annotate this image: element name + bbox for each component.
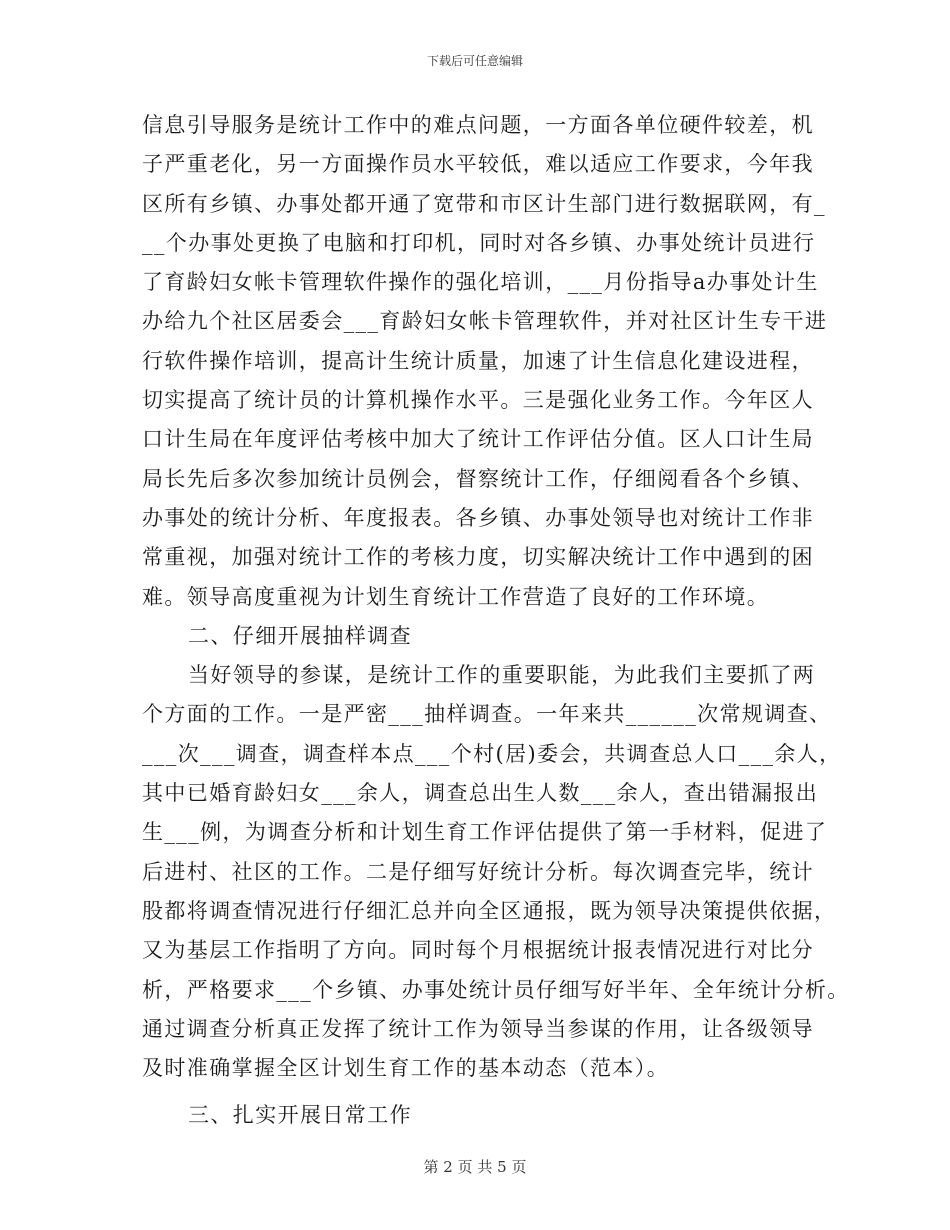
body-line: 其中已婚育龄妇女___余人，调查总出生人数___余人，查出错漏报出 (142, 781, 819, 806)
body-line: 股都将调查情况进行仔细汇总并向全区通报，既为领导决策提供依据， (142, 898, 837, 923)
body-line: 析，严格要求___个乡镇、办事处统计员仔细写好半年、全年统计分析。 (142, 977, 850, 1002)
body-line: 切实提高了统计员的计算机操作水平。三是强化业务工作。今年区人 (142, 388, 814, 413)
body-line: __个办事处更换了电脑和打印机，同时对各乡镇、办事处统计员进行 (142, 230, 816, 255)
body-line: 信息引导服务是统计工作中的难点问题，一方面各单位硬件较差，机 (142, 113, 814, 137)
body-line: 子严重老化，另一方面操作员水平较低，难以适应工作要求，今年我 (142, 152, 814, 177)
body-line: 通过调查分析真正发挥了统计工作为领导当参谋的作用，让各级领导 (142, 1016, 814, 1041)
body-line: 难。领导高度重视为计划生育统计工作营造了良好的工作环境。 (142, 584, 770, 609)
body-line: 办给九个社区居委会___育龄妇女帐卡管理软件，并对社区计生专干进 (142, 309, 828, 334)
body-line: 了育龄妇女帐卡管理软件操作的强化培训，___月份指导a办事处计生 (142, 270, 819, 295)
section-heading-2: 二、仔细开展抽样调查 (188, 623, 412, 648)
body-line: 又为基层工作指明了方向。同时每个月根据统计报表情况进行对比分 (142, 938, 814, 963)
document-body (142, 106, 850, 1136)
body-line: 后进村、社区的工作。二是仔细写好统计分析。每次调查完毕，统计 (142, 859, 814, 884)
body-line: 行软件操作培训，提高计生统计质量，加速了计生信息化建设进程， (142, 348, 814, 373)
body-line: 个方面的工作。一是严密___抽样调查。一年来共______次常规调查、 (142, 702, 832, 727)
page-number: 第 2 页 共 5 页 (423, 1158, 527, 1176)
body-line: 当好领导的参谋，是统计工作的重要职能，为此我们主要抓了两 (188, 663, 816, 688)
body-line: 口计生局在年度评估考核中加大了统计工作评估分值。区人口计生局 (142, 427, 814, 452)
body-line: 常重视，加强对统计工作的考核力度，切实解决统计工作中遇到的困 (142, 545, 814, 570)
body-line: 及时准确掌握全区计划生育工作的基本动态（范本）。 (142, 1056, 670, 1081)
section-heading-3: 三、扎实开展日常工作 (188, 1103, 412, 1128)
body-line: ___次___调查，调查样本点___个村(居)委会，共调查总人口___余人， (142, 741, 842, 766)
body-line: 区所有乡镇、办事处都开通了宽带和市区计生部门进行数据联网，有_ (142, 191, 826, 216)
body-line: 办事处的统计分析、年度报表。各乡镇、办事处领导也对统计工作非 (142, 505, 814, 530)
body-line: 局长先后多次参加统计员例会，督察统计工作，仔细阅看各个乡镇、 (142, 466, 814, 491)
body-line: 生___例，为调查分析和计划生育工作评估提供了第一手材料，促进了 (142, 820, 828, 845)
page-header-note: 下载后可任意编辑 (426, 54, 523, 68)
